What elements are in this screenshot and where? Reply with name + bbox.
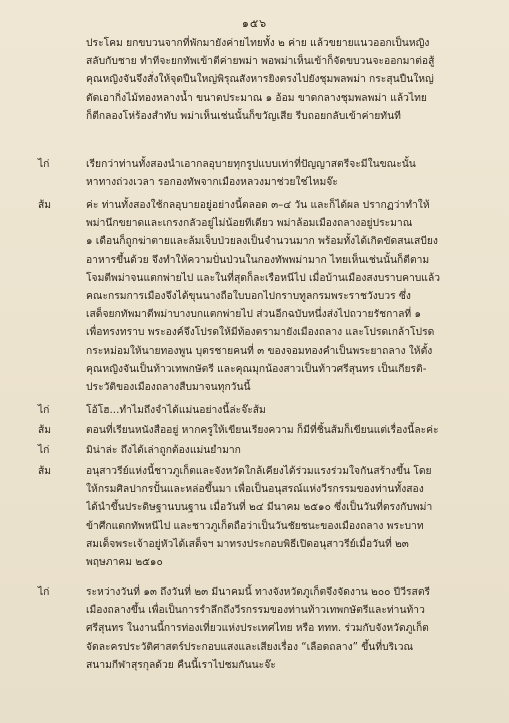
speaker-name: ส้ม xyxy=(38,465,52,477)
text-line: ค่ะ ท่านทั้งสองใช้กลอุบายอยู่อย่างนี้ตลอด ๓–๔ วัน และก็ได้ผล ปรากฏว่าทำให้ xyxy=(86,199,430,211)
text-line: เมืองถลางขึ้น เพื่อเป็นการรำลึกถึงวีรกรรมของท่านท้าวเทพกษัตรีและท่านท้าว xyxy=(86,604,425,617)
text-line: พม่านึกขยาดและเกรงกลัวอยู่ไม่น้อยทีเดียว พม่าล้อมเมืองถลางอยู่ประมาณ xyxy=(86,217,413,230)
text-line: ได้นำขึ้นประดิษฐานบนฐาน เมื่อวันที่ ๒๔ มีนาคม ๒๕๑๐ ซึ่งเป็นวันที่ตรงกับพม่า xyxy=(86,501,433,514)
text-line: คุณหญิงจันเป็นท้าวเทพกษัตรี และคุณมุกน้องสาวเป็นท้าวศรีสุนทร เป็นเกียรติ- xyxy=(86,362,427,375)
text-line: จัดละครประวัติศาสตร์ประกอบแสงและเสียงเรื่อง “เลือดถลาง” ขึ้นที่บริเวณ xyxy=(86,640,414,653)
speaker-name: ไก่ xyxy=(38,444,50,456)
text-line: พฤษภาคม ๒๕๑๐ xyxy=(86,555,163,568)
text-line: ศรีสุนทร ในงานนี้การท่องเที่ยวแห่งประเทศไทย หรือ ททท. ร่วมกับจังหวัดภูเก็ต xyxy=(86,622,429,635)
text-line: โอ้โฮ...ทำไมถึงจำได้แม่นอย่างนี้ล่ะจ๊ะส้ม xyxy=(86,404,266,416)
dialogue-text xyxy=(86,155,486,191)
text-line: คณะกรมการเมืองจึงได้ขุนนางถือใบบอกไปกราบทูลกรมพระราชวังบวร ซึ่ง xyxy=(86,289,411,302)
text-line: ประโคม ยกขบวนจากที่พักมายังค่ายไทยทั้ง ๒ ค่าย แล้วขยายแนวออกเป็นหญิง xyxy=(86,37,430,49)
text-line: เรียกว่าท่านทั้งสองนำเอากลอุบายทุกรูปแบบเท่าที่ปัญญาสตรีจะมีในขณะนั้น xyxy=(86,158,416,170)
text-line: ก็ตีกลองโห่ร้องสำทับ พม่าเห็นเช่นนั้นก็ขวัญเสีย รีบถอยกลับเข้าค่ายทันที xyxy=(86,109,401,122)
text-line: เสด็จยกทัพมาตีพม่าบางบกแตกพ่ายไป ส่วนอีกฉบับหนึ่งส่งไปถวายรัชกาลที่ ๑ xyxy=(86,308,422,321)
text-line: ตอนที่เรียนหนังสืออยู่ หากครูให้เขียนเรียงความ ก็มีที่ชิ้นส้มก็เขียนแต่เรื่องนี้ละค่ะ xyxy=(86,424,439,436)
dialogue-text xyxy=(86,462,486,571)
text-line: สมเด็จพระเจ้าอยู่หัวได้เสด็จฯ มาทรงประกอบพิธีเปิดอนุสาวรีย์เมื่อวันที่ ๒๓ xyxy=(86,537,409,550)
text-line: อาหารขึ้นด้วย จึงทำให้ความปั่นป่วนในกองทัพพม่ามาก ไทยเห็นเช่นนั้นก็ตีตาม xyxy=(86,253,430,266)
dialogue-text xyxy=(86,401,486,419)
speaker-name: ไก่ xyxy=(38,586,50,598)
text-line: ๑ เดือนก็ถูกฆ่าตายและล้มเจ็บป่วยลงเป็นจำนวนมาก พร้อมทั้งได้เกิดขัดสนเสบียง xyxy=(86,235,438,248)
text-line: เพื่อทรงทราบ พระองค์จึงโปรดให้มีท้องตรามายังเมืองถลาง และโปรดเกล้าโปรด xyxy=(86,326,435,339)
text-line: โจมตีพม่าจนแตกพ่ายไป และในที่สุดก็ละเรือหนีไป เมื่อบ้านเมืองสงบราบคาบแล้ว xyxy=(86,271,441,284)
speaker-name: ไก่ xyxy=(38,404,50,416)
dialogue-text xyxy=(86,34,486,125)
text-line: กระหม่อมให้นายทองพูน บุตรชายคนที่ ๓ ของจอมทองคำเป็นพระยาถลาง ให้ตั้ง xyxy=(86,344,433,357)
text-line: ประวัติของเมืองถลางสืบมาจนทุกวันนี้ xyxy=(86,380,251,393)
text-line: มิน่าล่ะ ถึงได้เล่าถูกต้องแม่นยำมาก xyxy=(86,444,241,456)
text-line: สลับกับชาย ทำทีจะยกทัพเข้าตีค่ายพม่า พอพม่าเห็นเข้าก็จัดขบวนจะออกมาต่อสู้ xyxy=(86,55,435,68)
text-line: คุณหญิงจันจึงสั่งให้จุดปืนใหญ่พิรุณสังหารยิงตรงไปยังชุมพลพม่า กระสุนปืนใหญ่ xyxy=(86,73,434,86)
text-line: อนุสาวรีย์แห่งนี้ชาวภูเก็ตและจังหวัดใกล้เคียงได้ร่วมแรงร่วมใจกันสร้างขึ้น โดย xyxy=(86,465,432,477)
dialogue-text xyxy=(86,441,486,459)
text-line: ตัดเอากิ่งไม้ทองหลางน้ำ ขนาดประมาณ ๑ อ้อม ขาดกลางชุมพลพม่า แล้วไทย xyxy=(86,91,427,104)
text-line: ข้าศึกแตกทัพหนีไป และชาวภูเก็ตถือว่าเป็นวันชัยชนะของเมืองถลาง พระบาท xyxy=(86,519,424,532)
dialogue-text xyxy=(86,196,486,396)
speaker-name: ส้ม xyxy=(38,199,52,211)
text-line: ระหว่างวันที่ ๑๓ ถึงวันที่ ๒๓ มีนาคมนี้ ทางจังหวัดภูเก็ตจึงจัดงาน ๒๐๐ ปีวีรสตรี xyxy=(86,586,431,598)
text-line: ให้กรมศิลปากรปั้นและหล่อขึ้นมา เพื่อเป็นอนุสรณ์แห่งวีรกรรมของท่านทั้งสอง xyxy=(86,483,424,496)
text-line: หาทางถ่วงเวลา รอกองทัพจากเมืองหลวงมาช่วยใช่ไหมจ๊ะ xyxy=(86,176,338,189)
dialogue-text xyxy=(86,421,486,439)
text-line: สนามกีฬาสุรกุลด้วย คืนนี้เราไปชมกันนะจ๊ะ xyxy=(86,658,276,671)
speaker-name: ไก่ xyxy=(38,158,50,170)
page-number: ๑๕๖ xyxy=(241,17,268,30)
speaker-name: ส้ม xyxy=(38,424,52,436)
dialogue-text xyxy=(86,583,486,674)
